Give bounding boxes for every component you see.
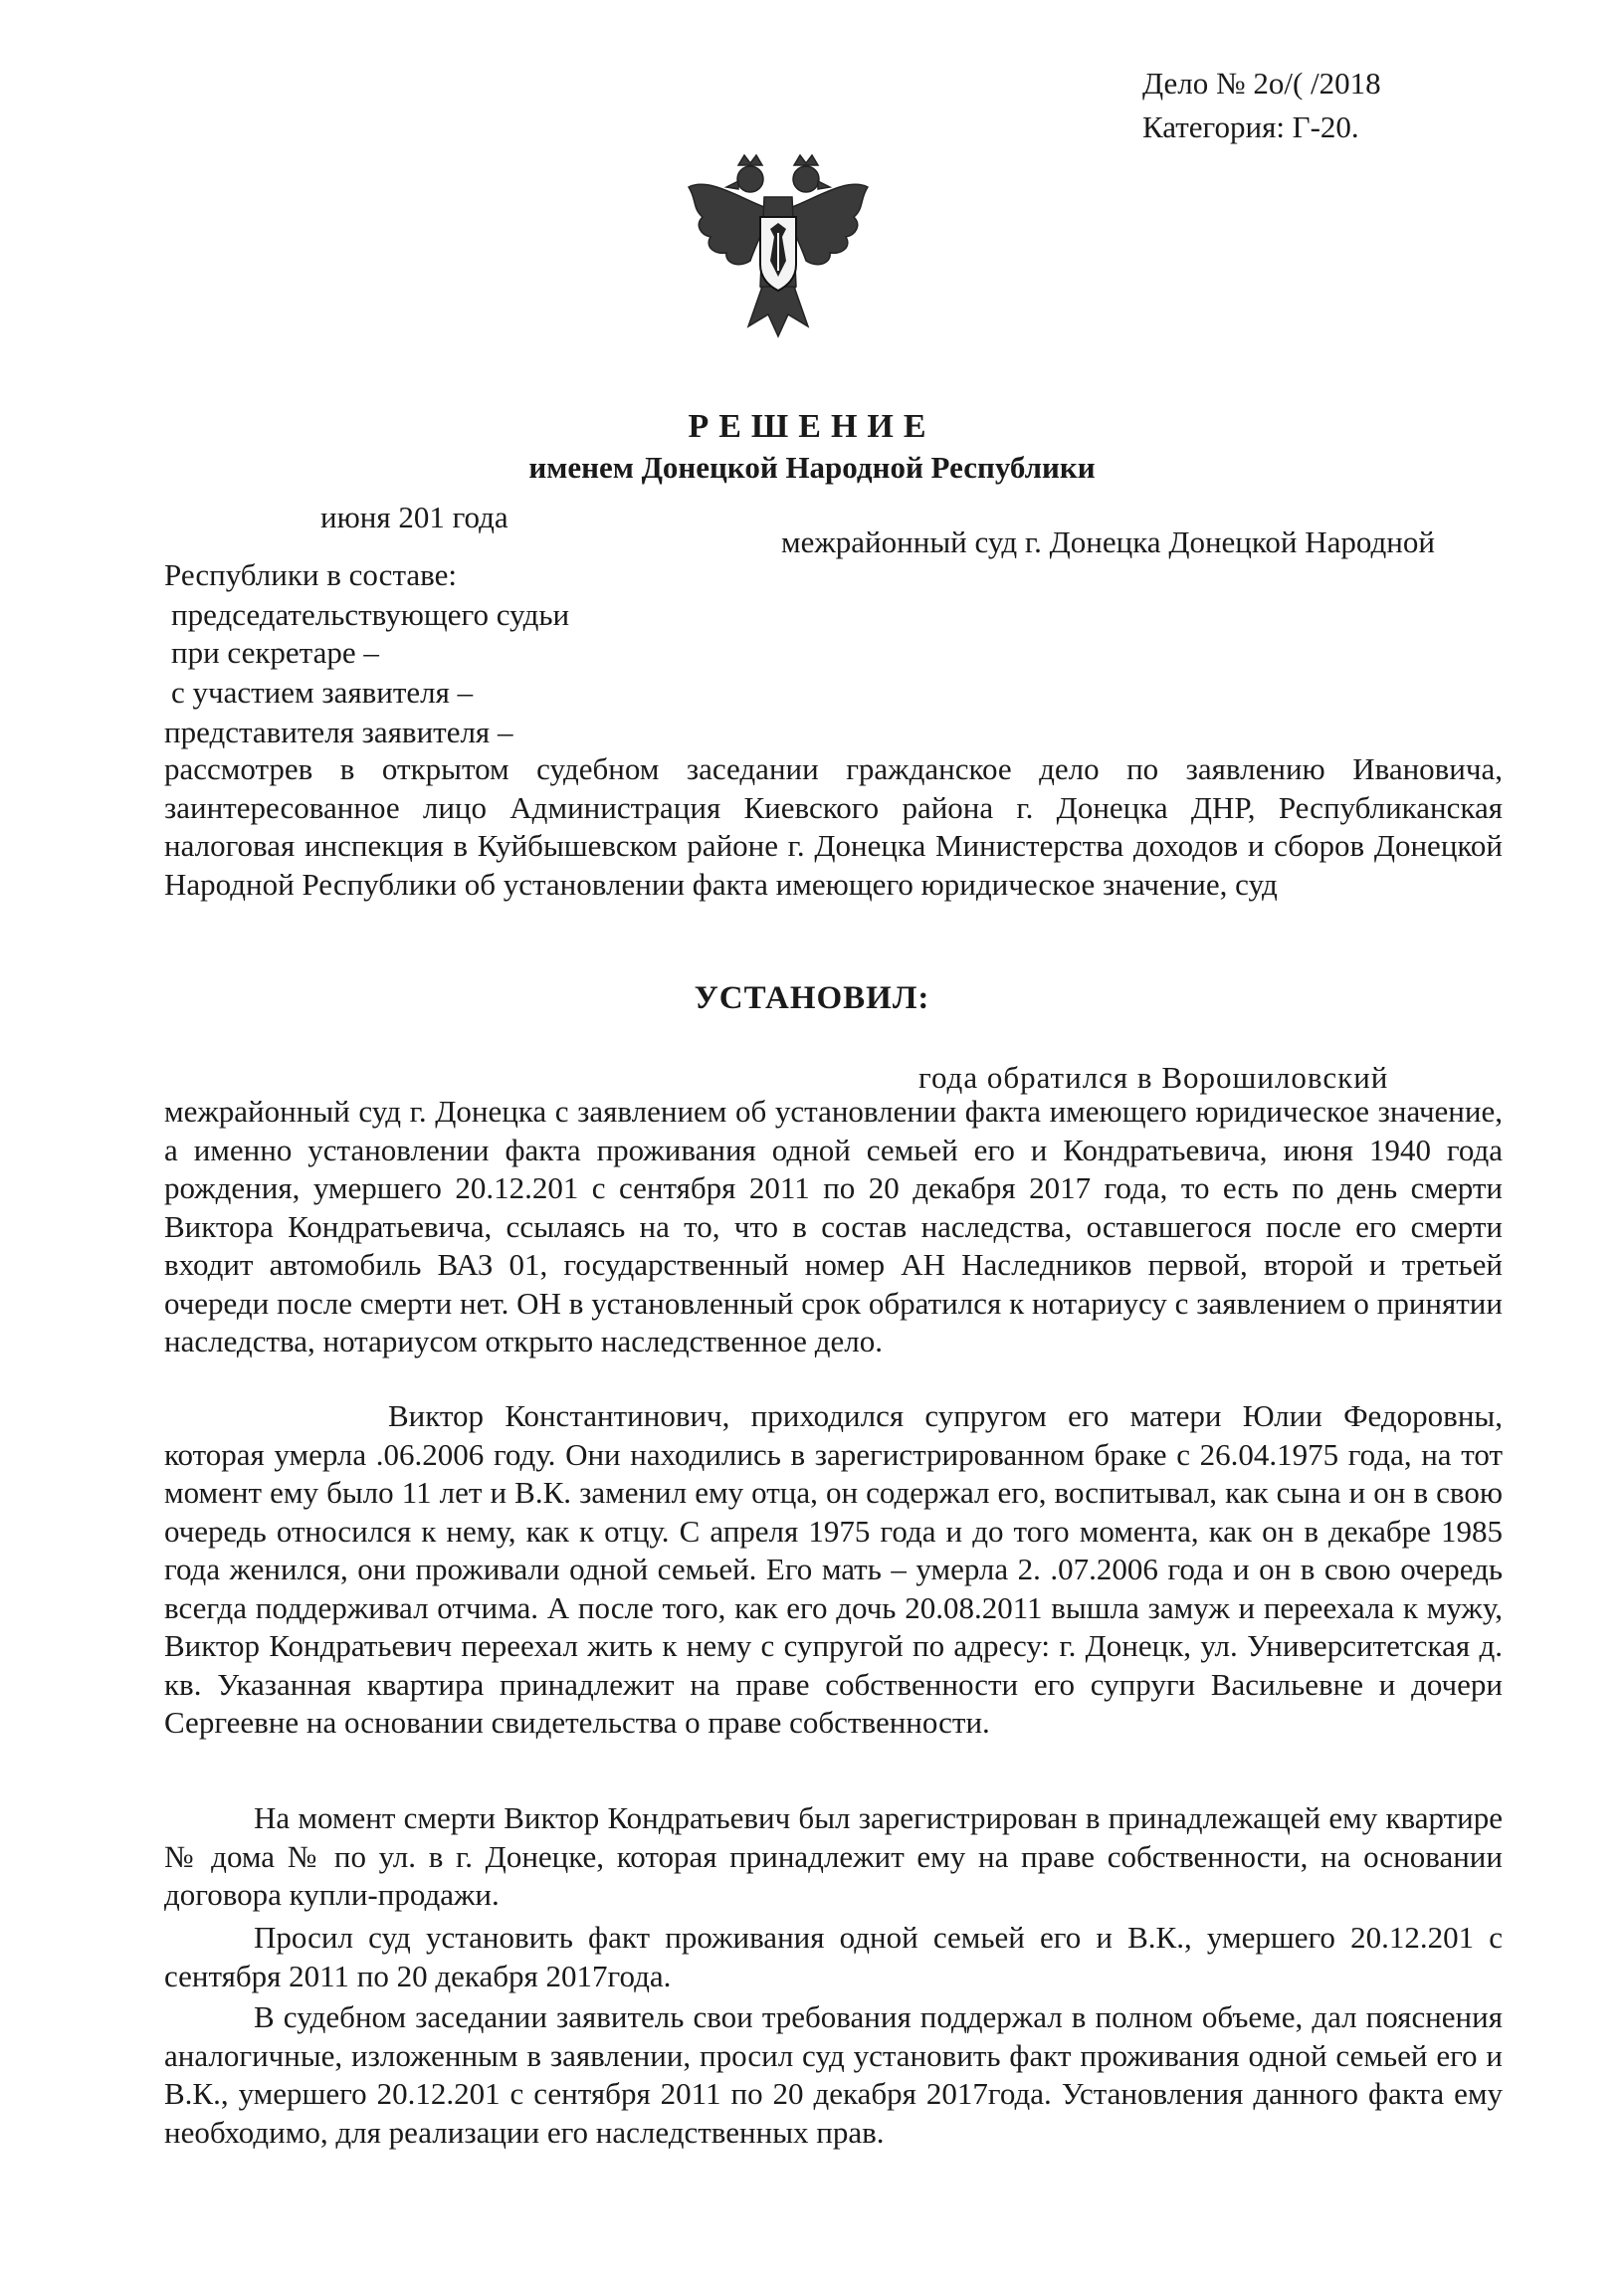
applicant-participation: с участием заявителя – (171, 675, 474, 710)
court-name: межрайонный суд г. Донецка Донецкой Народной (781, 524, 1435, 559)
paragraph-hearing: В судебном заседании заявитель свои требования поддержал в полном объеме, дал пояснения аналогичные, изложенным в заявлении, просил суд установить факт проживания одной семьей его и В.К., умершего 20.12.201 с сентября 2011 по 20 декабря 2017года. Установления данного факта ему необходимо, для реализации его наследственных прав. (164, 1999, 1503, 2150)
paragraph-registration: На момент смерти Виктор Кондратьевич был зарегистрирован в принадлежащей ему квартире № дома № по ул. в г. Донецке, которая принадлежит ему на праве собственности, на основании договора купли-продажи. (164, 1800, 1503, 1912)
court-composition: Республики в составе: (164, 557, 457, 592)
paragraph-claim: межрайонный суд г. Донецка с заявлением об установлении факта имеющего юридическое значение, а именно установлении факта проживания одной семьей его и Кондратьевича, июня 1940 года рождения, умершего 20.12.201 с сентября 2011 по 20 декабря 2017 года, то есть по день смерти Виктора Кондратьевича, ссылаясь на то, что в состав наследства, оставшегося после его смерти входит автомобиль ВАЗ 01, государственный номер АН Наследников первой, второй и третьей очереди после смерти нет. ОН в установленный срок обратился к нотариусу с заявлением о принятии наследства, нотариусом открыто наследственное дело. (164, 1094, 1503, 1358)
case-number: Дело № 2о/( /2018 (1142, 66, 1381, 101)
court-secretary: при секретаре – (171, 635, 379, 670)
body-first-line: года обратился в Ворошиловский (918, 1060, 1389, 1095)
applicant-representative: представителя заявителя – (164, 715, 513, 749)
case-description: рассмотрев в открытом судебном заседании гражданское дело по заявлению Ивановича, заинтересованное лицо Администрация Киевского района г. Донецка ДНР, Республиканская налоговая инспекция в Куйбышевском районе г. Донецка Министерства доходов и сборов Донецкой Народной Республики об установлении факта имеющего юридическое значение, суд (164, 751, 1503, 902)
established-heading: УСТАНОВИЛ: (694, 980, 930, 1016)
hearing-date: июня 201 года (320, 500, 508, 534)
document-title: РЕШЕНИЕ (688, 408, 936, 445)
case-category: Категория: Г-20. (1142, 109, 1359, 144)
document-subtitle: именем Донецкой Народной Республики (528, 450, 1096, 485)
paragraph-family-history: Виктор Константинович, приходился супругом его матери Юлии Федоровны, которая умерла .06.2006 году. Они находились в зарегистрированном браке с 26.04.1975 года, на тот момент ему было 11 лет и В.К. заменил ему отца, он содержал его, воспитывал, как сына и он в свою очередь относился к нему, как к отцу. С апреля 1975 года и до того момента, как он в декабре 1985 года женился, они проживали одной семьей. Его мать – умерла 2. .07.2006 года и он в свою очередь всегда поддерживал отчима. А после того, как его дочь 20.08.2011 вышла замуж и переехала к мужу, Виктор Кондратьевич переехал жить к нему с супругой по адресу: г. Донецк, ул. Университетская д. кв. Указанная квартира принадлежит на праве собственности его супруги Васильевне и дочери Сергеевне на основании свидетельства о праве собственности. (164, 1398, 1503, 1740)
paragraph-request: Просил суд установить факт проживания одной семьей его и В.К., умершего 20.12.201 с сентября 2011 по 20 декабря 2017года. (164, 1920, 1503, 1993)
dpr-coat-of-arms-icon (679, 137, 878, 346)
presiding-judge: председательствующего судьи (171, 597, 570, 632)
case-info (1142, 62, 1381, 149)
